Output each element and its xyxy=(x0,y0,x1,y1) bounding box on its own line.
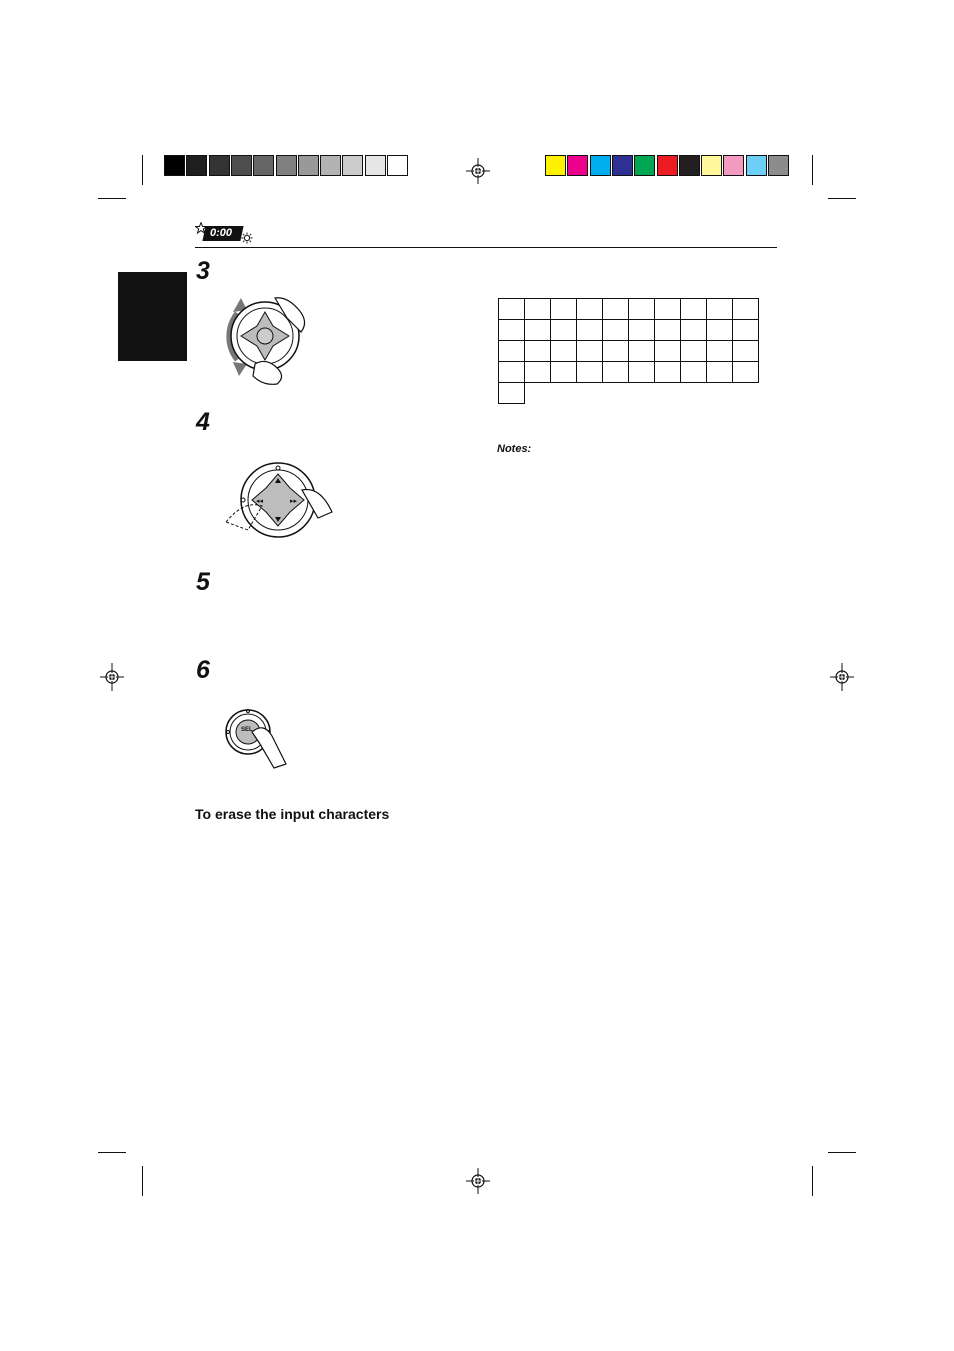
step-number-5: 5 xyxy=(196,568,210,596)
table-cell xyxy=(707,341,733,362)
rotate-control-dial-icon xyxy=(215,288,315,388)
table-cell xyxy=(525,320,551,341)
registration-mark-icon xyxy=(100,663,124,691)
registration-mark-icon xyxy=(466,1168,490,1194)
table-cell xyxy=(733,383,759,404)
table-cell xyxy=(525,362,551,383)
table-cell xyxy=(629,362,655,383)
calibration-swatch xyxy=(612,155,633,176)
table-cell xyxy=(577,362,603,383)
press-sel-button-icon xyxy=(222,706,292,770)
crop-mark xyxy=(828,1152,856,1153)
calibration-swatch xyxy=(746,155,767,176)
crop-mark xyxy=(98,198,126,199)
calibration-swatch xyxy=(186,155,207,176)
table-cell xyxy=(577,383,603,404)
calibration-swatch xyxy=(253,155,274,176)
table-cell xyxy=(551,320,577,341)
svg-text:◂◂: ◂◂ xyxy=(256,497,264,505)
calibration-swatch xyxy=(276,155,297,176)
table-cell xyxy=(733,362,759,383)
table-row xyxy=(499,383,759,404)
calibration-swatch xyxy=(342,155,363,176)
table-cell xyxy=(707,320,733,341)
table-cell xyxy=(499,362,525,383)
table-cell xyxy=(551,299,577,320)
crop-mark xyxy=(812,1166,813,1196)
table-cell xyxy=(551,362,577,383)
table-cell xyxy=(551,341,577,362)
table-cell xyxy=(577,341,603,362)
table-cell xyxy=(681,320,707,341)
table-cell xyxy=(525,383,551,404)
character-table xyxy=(498,298,759,404)
sun-icon xyxy=(241,232,253,244)
table-cell xyxy=(707,362,733,383)
table-cell xyxy=(733,320,759,341)
table-cell xyxy=(499,299,525,320)
table-cell xyxy=(681,383,707,404)
calibration-swatch xyxy=(679,155,700,176)
table-cell xyxy=(681,341,707,362)
table-row xyxy=(499,341,759,362)
calibration-swatch xyxy=(657,155,678,176)
table-cell xyxy=(603,383,629,404)
calibration-swatch xyxy=(590,155,611,176)
calibration-swatch xyxy=(701,155,722,176)
table-cell xyxy=(655,383,681,404)
calibration-swatch xyxy=(567,155,588,176)
crop-mark xyxy=(142,155,143,185)
calibration-swatch xyxy=(164,155,185,176)
table-cell xyxy=(707,299,733,320)
table-cell xyxy=(655,320,681,341)
step-number-6: 6 xyxy=(196,656,210,684)
crop-mark xyxy=(98,1152,126,1153)
sel-label: SEL xyxy=(241,727,253,733)
erase-section-heading: To erase the input characters xyxy=(195,806,390,822)
calibration-swatch xyxy=(545,155,566,176)
calibration-swatch xyxy=(320,155,341,176)
header-rule xyxy=(195,247,777,248)
calibration-swatch xyxy=(231,155,252,176)
table-cell xyxy=(655,362,681,383)
table-cell xyxy=(655,299,681,320)
table-cell xyxy=(629,320,655,341)
table-row xyxy=(499,320,759,341)
table-cell xyxy=(603,299,629,320)
table-cell xyxy=(525,299,551,320)
table-cell xyxy=(499,383,525,404)
calibration-swatch xyxy=(768,155,789,176)
table-cell xyxy=(499,341,525,362)
table-cell xyxy=(707,383,733,404)
crop-mark xyxy=(828,198,856,199)
clock-header-icon xyxy=(195,222,255,244)
table-cell xyxy=(577,320,603,341)
table-cell xyxy=(681,299,707,320)
table-cell xyxy=(603,362,629,383)
press-skip-buttons-icon xyxy=(224,460,339,545)
notes-heading: Notes: xyxy=(497,443,532,455)
clock-display-text: 0:00 xyxy=(210,227,233,239)
registration-mark-icon xyxy=(466,158,490,184)
table-cell xyxy=(681,362,707,383)
crop-mark xyxy=(142,1166,143,1196)
calibration-swatch xyxy=(634,155,655,176)
table-cell xyxy=(733,341,759,362)
calibration-swatch xyxy=(209,155,230,176)
registration-mark-icon xyxy=(830,663,854,691)
table-cell xyxy=(629,383,655,404)
language-tab xyxy=(118,272,187,361)
table-cell xyxy=(629,341,655,362)
calibration-swatch xyxy=(387,155,408,176)
table-cell xyxy=(603,341,629,362)
calibration-swatch xyxy=(365,155,386,176)
table-cell xyxy=(655,341,681,362)
table-row xyxy=(499,362,759,383)
step-number-4: 4 xyxy=(196,408,210,436)
crop-mark xyxy=(812,155,813,185)
table-cell xyxy=(629,299,655,320)
svg-text:▸▸: ▸▸ xyxy=(290,497,298,505)
table-cell xyxy=(603,320,629,341)
step-number-3: 3 xyxy=(196,257,210,285)
calibration-swatch xyxy=(723,155,744,176)
table-cell xyxy=(733,299,759,320)
table-row xyxy=(499,299,759,320)
calibration-swatch xyxy=(298,155,319,176)
table-cell xyxy=(577,299,603,320)
table-cell xyxy=(551,383,577,404)
table-cell xyxy=(499,320,525,341)
table-cell xyxy=(525,341,551,362)
